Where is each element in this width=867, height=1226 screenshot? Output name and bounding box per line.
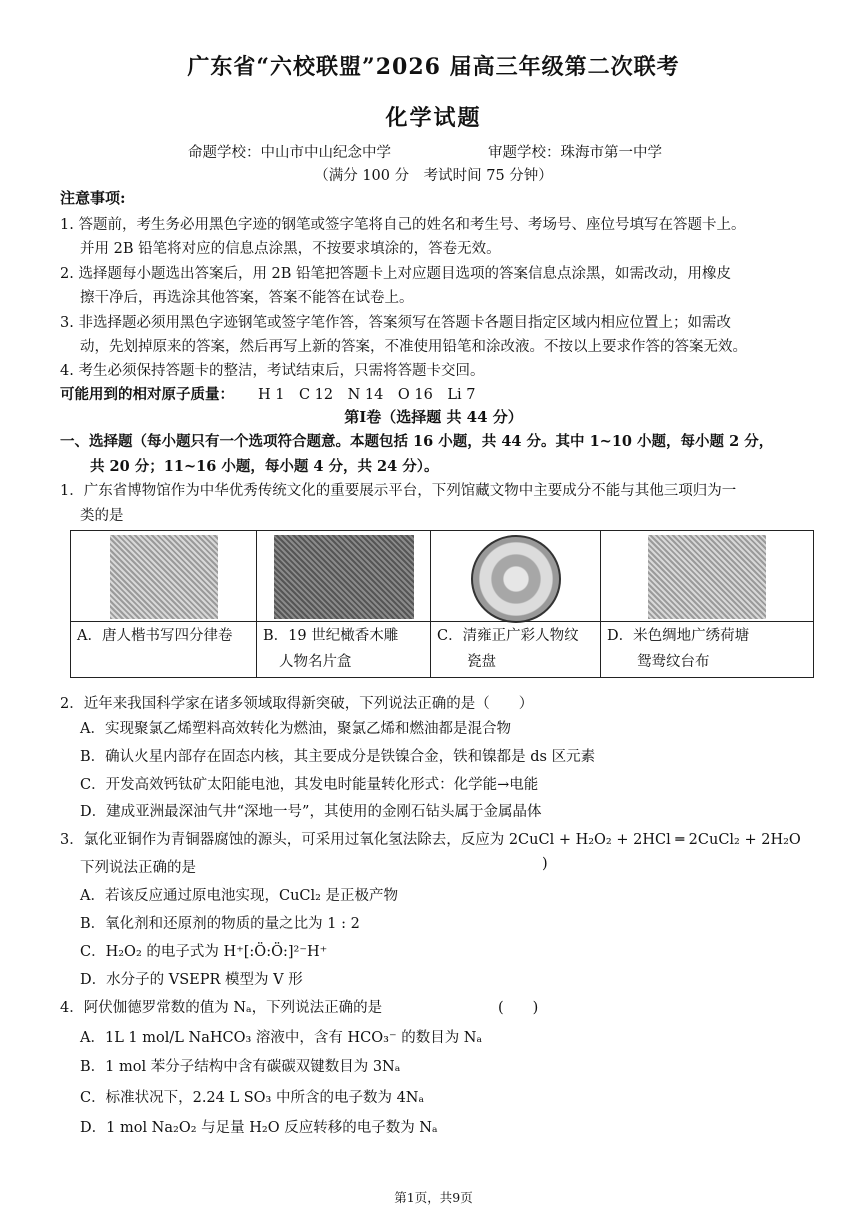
- section-heading: 第Ⅰ卷（选择题 共 44 分）: [344, 408, 523, 426]
- q4-option: A．1L 1 mol/L NaHCO₃ 溶液中，含有 HCO₃⁻ 的数目为 Nₐ: [80, 1030, 483, 1046]
- artifact-cell-b: [257, 531, 431, 677]
- notices-title: 注意事项:: [60, 189, 126, 207]
- q4-option: C．标准状况下，2.24 L SO₃ 中所含的电子数为 4Nₐ: [80, 1090, 425, 1106]
- q2-option: D．建成亚洲最深油气井“深地一号”，其使用的金刚石钻头属于金属晶体: [80, 804, 542, 820]
- artifact-cell-d: [601, 531, 813, 677]
- page-number: 第1页，共9页: [394, 1190, 473, 1205]
- section-instruction: 共 20 分；11~16 小题，每小题 4 分，共 24 分）。: [90, 458, 439, 475]
- scroll-image: [110, 535, 218, 619]
- exam-subject: 化学试题: [385, 105, 482, 131]
- q3-option: D．水分子的 VSEPR 模型为 V 形: [80, 972, 303, 988]
- atomic-mass-values: H 1 C 12 N 14 O 16 Li 7: [258, 387, 476, 403]
- notice-line: 动，先划掉原来的答案，然后再写上新的答案，不准使用铅笔和涂改液。不按以上要求作答的答案无效。: [80, 339, 747, 355]
- section-instruction: 一、选择题（每小题只有一个选项符合题意。本题包括 16 小题，共 44 分。其中 1~10 小题，每小题 2 分，: [60, 433, 774, 450]
- q1-stem: 类的是: [80, 508, 124, 524]
- option-label: B．19 世纪橄香木雕 人物名片盒: [263, 628, 399, 670]
- artifact-cell-a: [71, 531, 257, 677]
- q1-stem: 1．广东省博物馆作为中华优秀传统文化的重要展示平台，下列馆藏文物中主要成分不能与其他三项归为一: [60, 483, 737, 499]
- q2-option: B．确认火星内部存在固态内核，其主要成分是铁镍合金，铁和镍都是 ds 区元素: [80, 749, 596, 765]
- exam-title: 广东省“六校联盟”2026 届高三年级第二次联考: [187, 54, 680, 80]
- notice-line: 2. 选择题每小题选出答案后，用 2B 铅笔把答题卡上对应题目选项的答案信息点涂黑，如需改动，用橡皮: [60, 266, 732, 282]
- artifact-table: [70, 530, 814, 678]
- q2-option: A．实现聚氯乙烯塑料高效转化为燃油，聚氯乙烯和燃油都是混合物: [80, 721, 511, 737]
- q3-option: B．氧化剂和还原剂的物质的量之比为 1 : 2: [80, 916, 360, 932]
- q3-stem: 下列说法正确的是: [80, 860, 196, 876]
- porcelain-plate-image: [471, 535, 561, 623]
- setter-school: 命题学校：中山市中山纪念中学: [188, 145, 391, 161]
- q3-stem: 3．氯化亚铜作为青铜器腐蚀的源头，可采用过氧化氢法除去，反应为 2CuCl + H₂O₂ + 2HCl ═ 2CuCl₂ + 2H₂O: [60, 832, 801, 848]
- q3-option: A．若该反应通过原电池实现，CuCl₂ 是正极产物: [80, 888, 399, 904]
- carved-box-image: [274, 535, 414, 619]
- q4-option: D．1 mol Na₂O₂ 与足量 H₂O 反应转移的电子数为 Nₐ: [80, 1120, 438, 1136]
- q4-paren: ( ): [498, 1000, 539, 1016]
- notice-line: 1. 答题前，考生务必用黑色字迹的钢笔或签字笔将自己的姓名和考生号、考场号、座位号填写在答题卡上。: [60, 217, 746, 233]
- q4-option: B．1 mol 苯分子结构中含有碳碳双键数目为 3Nₐ: [80, 1059, 401, 1075]
- notice-line: 3. 非选择题必须用黑色字迹钢笔或签字笔作答，答案须写在答题卡各题目指定区域内相应位置上；如需改: [60, 315, 731, 331]
- artifact-cell-c: [431, 531, 601, 677]
- option-label: D．米色绸地广绣荷塘 鸳鸯纹台布: [607, 628, 750, 670]
- option-label: C．清雍正广彩人物纹 瓷盘: [437, 628, 579, 670]
- notice-line: 4. 考生必须保持答题卡的整洁，考试结束后，只需将答题卡交回。: [60, 363, 485, 379]
- notice-line: 并用 2B 铅笔将对应的信息点涂黑，不按要求填涂的，答卷无效。: [80, 241, 501, 257]
- q2-stem: 2．近年来我国科学家在诸多领域取得新突破，下列说法正确的是（ ）: [60, 696, 534, 712]
- reviewer-school: 审题学校：珠海市第一中学: [488, 145, 662, 161]
- notice-line: 擦干净后，再选涂其他答案，答案不能答在试卷上。: [80, 290, 414, 306]
- q2-option: C．开发高效钙钛矿太阳能电池，其发电时能量转化形式：化学能→电能: [80, 777, 539, 793]
- option-label: A．唐人楷书写四分律卷: [77, 628, 233, 644]
- score-time: （满分 100 分 考试时间 75 分钟）: [314, 168, 553, 184]
- q3-option: C．H₂O₂ 的电子式为 H⁺[:Ö:Ö:]²⁻H⁺: [80, 944, 328, 960]
- q3-paren: ): [542, 856, 548, 872]
- atomic-mass-label: 可能用到的相对原子质量：: [60, 386, 234, 403]
- embroidery-image: [648, 535, 766, 619]
- q4-stem: 4．阿伏伽德罗常数的值为 Nₐ，下列说法正确的是: [60, 1000, 383, 1016]
